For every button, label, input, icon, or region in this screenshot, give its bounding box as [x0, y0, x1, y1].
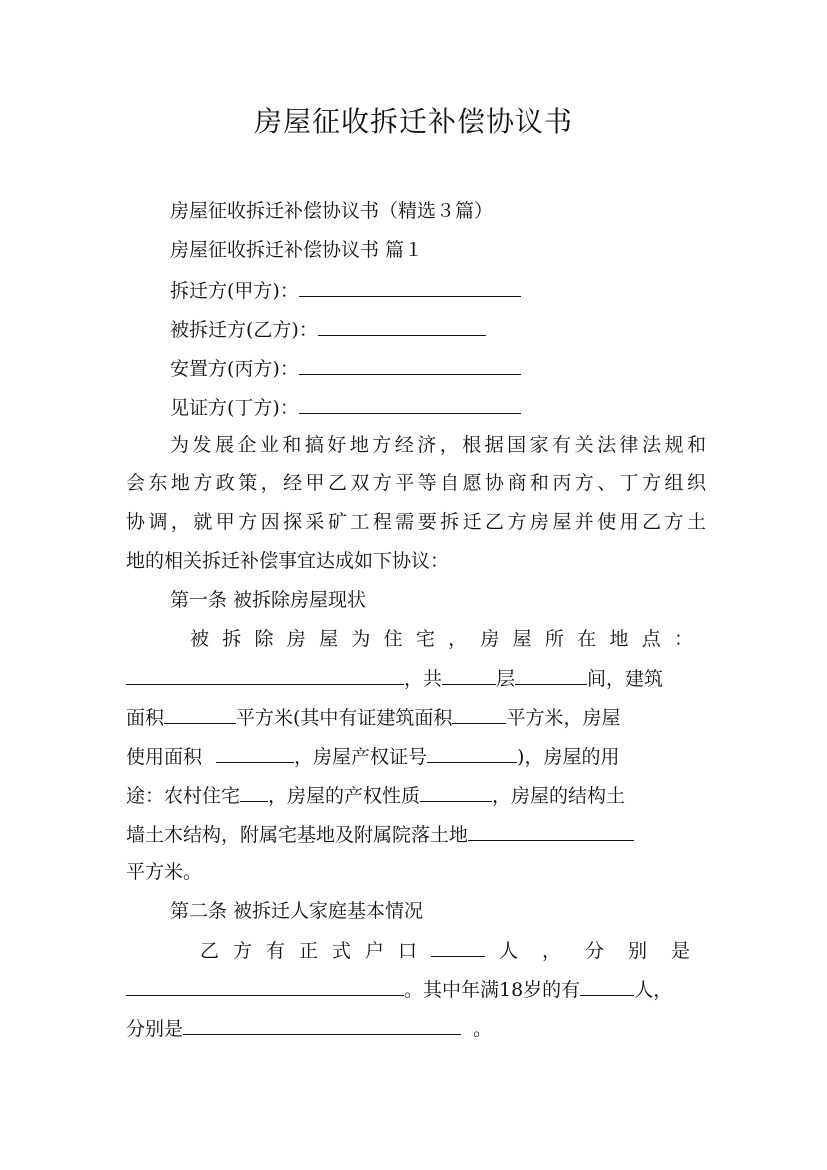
building-area-blank[interactable] [164, 697, 236, 724]
rooms-blank[interactable] [515, 658, 587, 685]
paragraph-line: 平方米。 [126, 861, 203, 883]
party-c-blank[interactable] [299, 348, 521, 375]
location-blank[interactable] [126, 658, 404, 685]
certified-area-blank[interactable] [452, 697, 506, 724]
structure-line: 墙土木结构，附属宅基地及附属院落土地 [126, 814, 706, 852]
party-b-label: 被拆迁方(乙方)： [170, 319, 318, 341]
party-b-line [170, 309, 706, 347]
adult-names-line: 分别是 。 [126, 1008, 706, 1046]
adult-count-blank[interactable] [580, 969, 634, 996]
household-line: 乙方有正式户口 人，分别是 [200, 930, 705, 968]
party-c-line [170, 348, 706, 386]
paragraph-line: 地的相关拆迁补偿事宜达成如下协议： [126, 550, 450, 572]
household-count-blank[interactable] [431, 930, 485, 957]
adult-names-blank[interactable] [183, 1008, 461, 1035]
article-2-heading: 第二条 被拆迁人家庭基本情况 [170, 900, 424, 922]
paragraph-line: 为发展企业和搞好地方经济，根据国家有关法律法规和 [170, 434, 706, 456]
homestead-area-blank[interactable] [468, 814, 634, 841]
article-1-heading: 第一条 被拆除房屋现状 [170, 589, 367, 611]
area-line: 面积 平方米(其中有证建筑面积 平方米，房屋 [126, 697, 706, 735]
party-a-line [170, 270, 706, 308]
party-a-blank[interactable] [299, 270, 521, 297]
house-detail-line: ，共 层 间，建筑 [126, 658, 706, 696]
section-heading: 房屋征收拆迁补偿协议书 篇１ [170, 239, 424, 261]
usage-line: 途：农村住宅 ，房屋的产权性质 ，房屋的结构土 [126, 775, 706, 813]
usage-area-blank[interactable] [216, 736, 294, 763]
paragraph-line: 会东地方政策，经甲乙双方平等自愿协商和丙方、丁方组织 [126, 472, 706, 494]
document-title: 房屋征收拆迁补偿协议书 [253, 105, 573, 138]
property-nature-blank[interactable] [420, 775, 492, 802]
usage-area-line: 使用面积 ，房屋产权证号 )，房屋的用 [126, 736, 706, 774]
house-location-line: 被拆除房屋为住宅，房屋所在地点： [190, 628, 695, 650]
party-b-blank[interactable] [318, 309, 486, 336]
party-d-label: 见证方(丁方)： [170, 397, 299, 419]
usage-blank[interactable] [240, 775, 268, 802]
party-d-line [170, 387, 706, 425]
party-a-label: 拆迁方(甲方)： [170, 280, 299, 302]
subtitle-line: 房屋征收拆迁补偿协议书（精选３篇） [170, 200, 494, 222]
adult-line: 。其中年满18岁的有 人， [126, 969, 706, 1007]
party-d-blank[interactable] [299, 387, 521, 414]
household-names-blank[interactable] [126, 969, 404, 996]
party-c-label: 安置方(丙方)： [170, 358, 299, 380]
certificate-number-blank[interactable] [427, 736, 517, 763]
paragraph-line: 协调，就甲方因探采矿工程需要拆迁乙方房屋并使用乙方土 [126, 511, 706, 533]
floors-blank[interactable] [442, 658, 496, 685]
